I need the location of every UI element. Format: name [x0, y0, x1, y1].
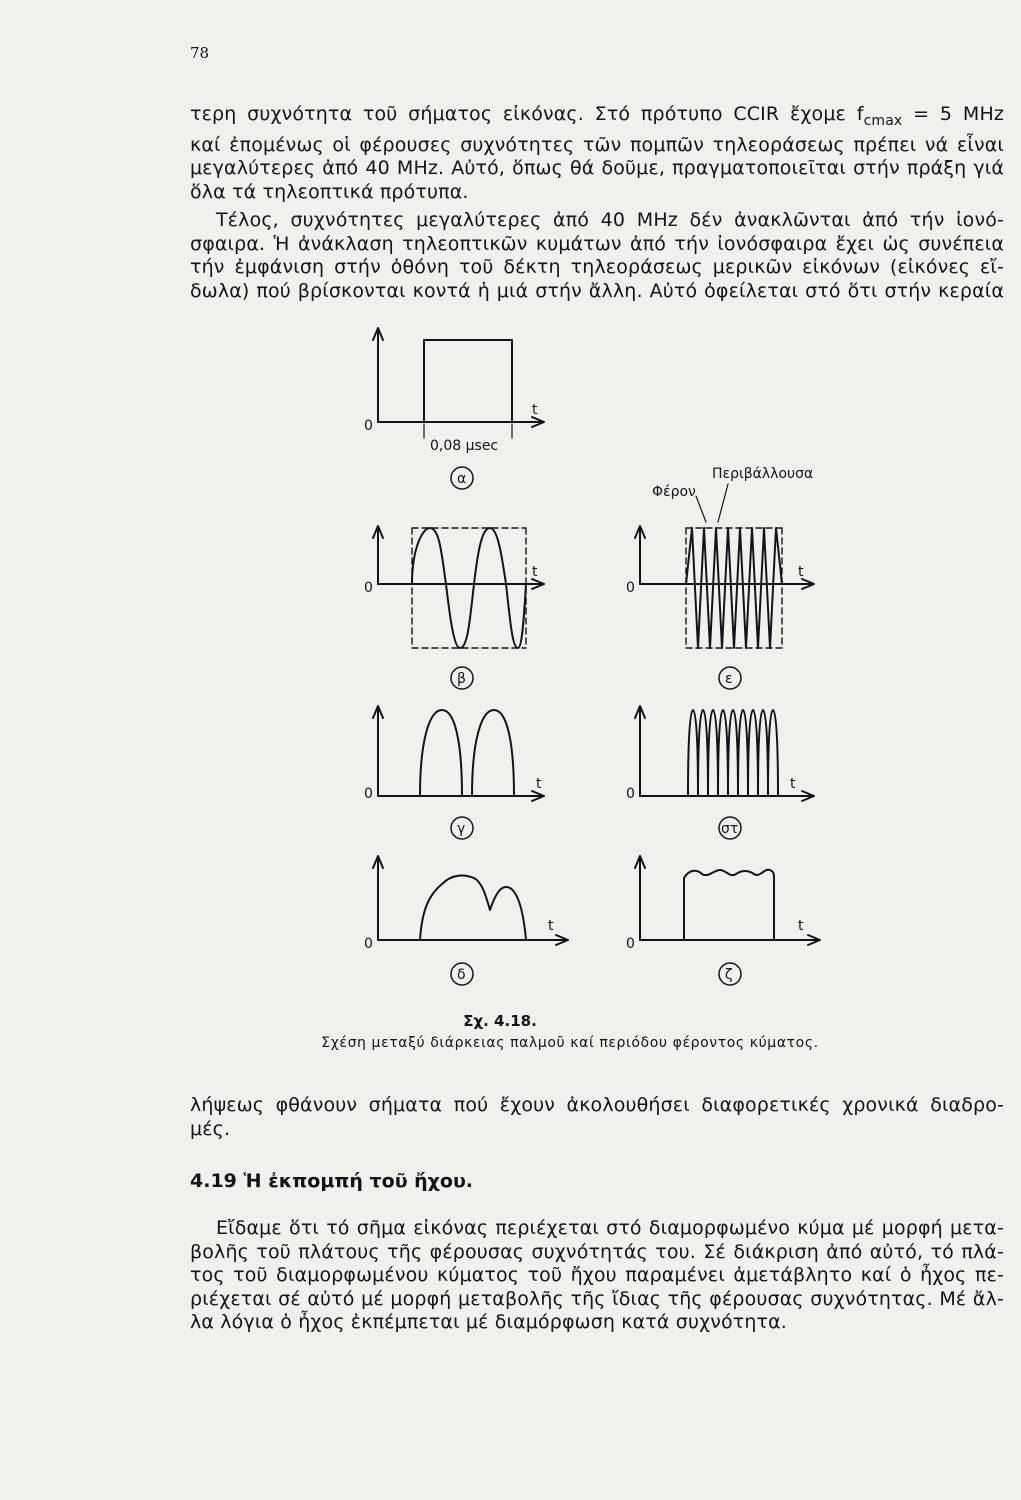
- axis-zero-label: 0: [364, 786, 373, 802]
- panel-label: ε: [725, 671, 733, 687]
- axis-zero-label: 0: [364, 580, 373, 596]
- paragraph-4-line: τος τοῦ διαμορφωμένου κύματος τοῦ ἤχου παραμένει ἀμετάβλητο καί ὁ ἦχος πε-: [190, 1264, 1004, 1287]
- figure-4-18: [350, 318, 830, 1050]
- axis-t-label: t: [548, 918, 554, 934]
- paragraph-2-line: δωλα) πού βρίσκονται κοντά ἡ μιά στήν ἄλλη. Αὐτό ὀφείλεται στό ὅτι στήν κεραία: [190, 279, 1004, 302]
- panel-alpha-plot: [373, 328, 544, 427]
- panel-gamma-plot: [373, 706, 544, 801]
- figure-caption-title: Σχ. 4.18.: [463, 1012, 537, 1030]
- paragraph-4-line: ριέχεται σέ αὐτό μέ μορφή μεταβολῆς τῆς ἴδιας τῆς φέρουσας συχνότητας. Μέ ἄλ-: [190, 1287, 1004, 1310]
- axis-zero-label: 0: [626, 936, 635, 952]
- pulse-width-label: 0,08 μsec: [430, 438, 499, 454]
- paragraph-3-line: λήψεως φθάνουν σήματα πού ἔχουν ἀκολουθήσει διαφορετικές χρονικά διαδρο-: [190, 1094, 1004, 1116]
- panel-stigma-plot: [635, 706, 814, 801]
- panel-label: β: [457, 671, 466, 687]
- panel-label: στ: [721, 821, 739, 837]
- axis-t-label: t: [532, 564, 538, 580]
- section-number: 4.19: [190, 1170, 237, 1192]
- panel-label: δ: [457, 967, 466, 983]
- axis-zero-label: 0: [626, 786, 635, 802]
- paragraph-2-line: Τέλος, συχνότητες μεγαλύτερες ἀπό 40 MHz δέν ἀνακλῶνται ἀπό τήν ἰονό-: [216, 209, 1004, 231]
- page-number: 78: [190, 44, 210, 62]
- panel-epsilon-plot: [635, 484, 814, 648]
- panel-label: ζ: [725, 967, 733, 983]
- paragraph-2-line: τήν ἐμφάνιση στήν ὀθόνη τοῦ δέκτη τηλεοράσεως μερικῶν εἰκόνων (εἰκόνες εἴ-: [190, 256, 1004, 279]
- figure-4-18-drawing: [350, 318, 830, 1050]
- paragraph-1: [190, 103, 1004, 204]
- paragraph-2-line: σφαιρα. Ἡ ἀνάκλαση τηλεοπτικῶν κυμάτων ἀπό τήν ἰονόσφαιρα ἔχει ὡς συνέπεια: [190, 232, 1004, 255]
- carrier-label: Φέρον: [652, 484, 696, 500]
- envelope-label: Περιβάλλουσα: [712, 466, 814, 482]
- axis-t-label: t: [532, 402, 538, 418]
- paragraph-4-line: Εἴδαμε ὅτι τό σῆμα εἰκόνας περιέχεται στό διαμορφωμένο κύμα μέ μορφή μετα-: [216, 1217, 1004, 1239]
- axis-t-label: t: [798, 918, 804, 934]
- paragraph-4-line: βολῆς τοῦ πλάτους τῆς φέρουσας συχνότητάς του. Σέ διάκριση ἀπό αὐτό, τό πλά-: [190, 1240, 1004, 1263]
- pulse-width-marker: [424, 424, 512, 438]
- axis-zero-label: 0: [364, 936, 373, 952]
- paragraph-4: [190, 1217, 1004, 1335]
- axis-zero-label: 0: [626, 580, 635, 596]
- section-heading: [190, 1170, 473, 1192]
- paragraph-1-line: καί ἐπομένως οἱ φέρουσες συχνότητες τῶν πομπῶν τηλεοράσεως πρέπει νά εἶναι: [190, 133, 1004, 156]
- panel-label: γ: [457, 821, 466, 837]
- axis-t-label: t: [798, 564, 804, 580]
- paragraph-1-line-1: τερη συχνότητα τοῦ σήματος εἰκόνας. Στό πρότυπο CCIR ἔχομε $f_{cmax} = 5$ MHz: [190, 103, 1004, 129]
- axis-t-label: t: [536, 776, 542, 792]
- panel-beta-plot: [373, 526, 544, 648]
- paragraph-1-line: ὅλα τά τηλεοπτικά πρότυπα.: [190, 180, 469, 203]
- panel-label: α: [457, 471, 467, 487]
- section-title: Ἡ ἐκπομπή τοῦ ἤχου.: [243, 1170, 474, 1192]
- paragraph-3: [190, 1094, 1004, 1141]
- axis-zero-label: 0: [364, 418, 373, 434]
- paragraph-3-line: μές.: [190, 1117, 231, 1140]
- axis-t-label: t: [790, 776, 796, 792]
- panel-delta-plot: [373, 856, 568, 945]
- figure-caption-text: Σχέση μεταξύ διάρκειας παλμοῦ καί περιόδου φέροντος κύματος.: [321, 1035, 819, 1051]
- panel-zeta-plot: [635, 856, 820, 945]
- paragraph-1-line: μεγαλύτερες ἀπό 40 MHz. Αὐτό, ὅπως θά δοῦμε, πραγματοποιεῖται στήν πράξη γιά: [190, 157, 1004, 180]
- paragraph-4-line: λα λόγια ὁ ἦχος ἐκπέμπεται μέ διαμόρφωση κατά συχνότητα.: [190, 1311, 787, 1334]
- paragraph-2: [190, 209, 1004, 303]
